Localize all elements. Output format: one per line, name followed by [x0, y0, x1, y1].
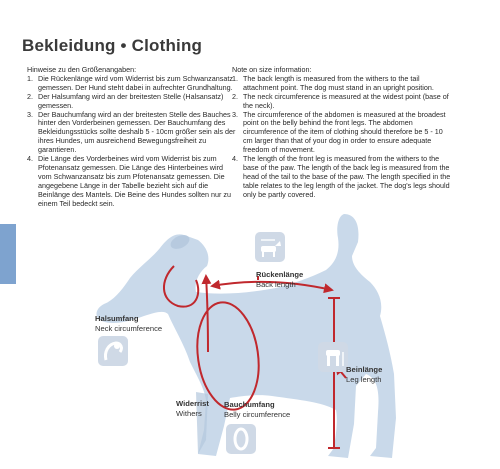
german-heading: Hinweise zu den Größenangaben:: [27, 65, 137, 74]
list-item: 3. The circumference of the abdomen is measured at the broadest point on the belly behind the front legs. The abdomen circumference of the item of clothing should therefore be 5 - 10 cm larger than that of your dog in order to ensure adequate freedom of movement.: [232, 109, 446, 155]
leg-length-label: Beinlänge Leg length: [346, 365, 383, 384]
withers-label: Widerrist Withers: [176, 399, 209, 418]
back-length-label: Rückenlänge Back length: [256, 270, 304, 289]
list-item: 4. Die Länge des Vorderbeines wird vom Widerrist bis zum Pfotenansatz gemessen. Die Länge des Hinterbeines wird vom Schwanzansatz bis zum Pfotenansatz gemessen. Die angegebene Länge in der Tabelle bezieht sich auf die Beinlänge des Mantels. Die Beine des Hundes sollten nur zu einem Teil bedeckt sein.: [27, 154, 231, 208]
list-item: 1. Die Rückenlänge wird vom Widerrist bis zum Schwanzansatz gemessen. Der Hund steht dabei in aufrechter Grundhaltung.: [27, 73, 233, 92]
belly-circumference-label: Bauchumfang Belly circumference: [224, 400, 291, 419]
neck-circumference-icon: [98, 336, 128, 366]
list-item: 1. The back length is measured from the withers to the tail attachment point. The dog must stand in an upright position.: [232, 73, 434, 92]
list-item: 3. Der Bauchumfang wird an der breitesten Stelle des Bauches hinter den Vorderbeinen gemessen. Der Bauchumfang des Bekleidungsstücks sollte deshalb 5 - 10cm größer sein als der ihres Hundes, um ausreichend Bewegungsfreiheit zu garantieren.: [27, 109, 236, 155]
english-heading: Note on size information:: [232, 65, 312, 74]
list-item: 2. The neck circumference is measured at the widest point (base of the neck).: [232, 91, 449, 110]
page-title: Bekleidung • Clothing: [22, 36, 203, 55]
belly-circumference-icon: [226, 424, 256, 454]
list-item: 2. Der Halsumfang wird an der breitesten Stelle (Halsansatz) gemessen.: [27, 91, 224, 110]
dog-silhouette: [97, 214, 396, 458]
leg-length-icon: [318, 342, 348, 372]
back-length-icon: [255, 232, 285, 262]
neck-circumference-label: Halsumfang Neck circumference: [95, 314, 163, 333]
list-item: 4. The length of the front leg is measured from the withers to the base of the paw. The length of the back leg is measured from the head of the tail to the base of the paw. The length specified in the table relates to the leg length of the jacket. The dog's legs should only be partly covered.: [232, 154, 451, 199]
